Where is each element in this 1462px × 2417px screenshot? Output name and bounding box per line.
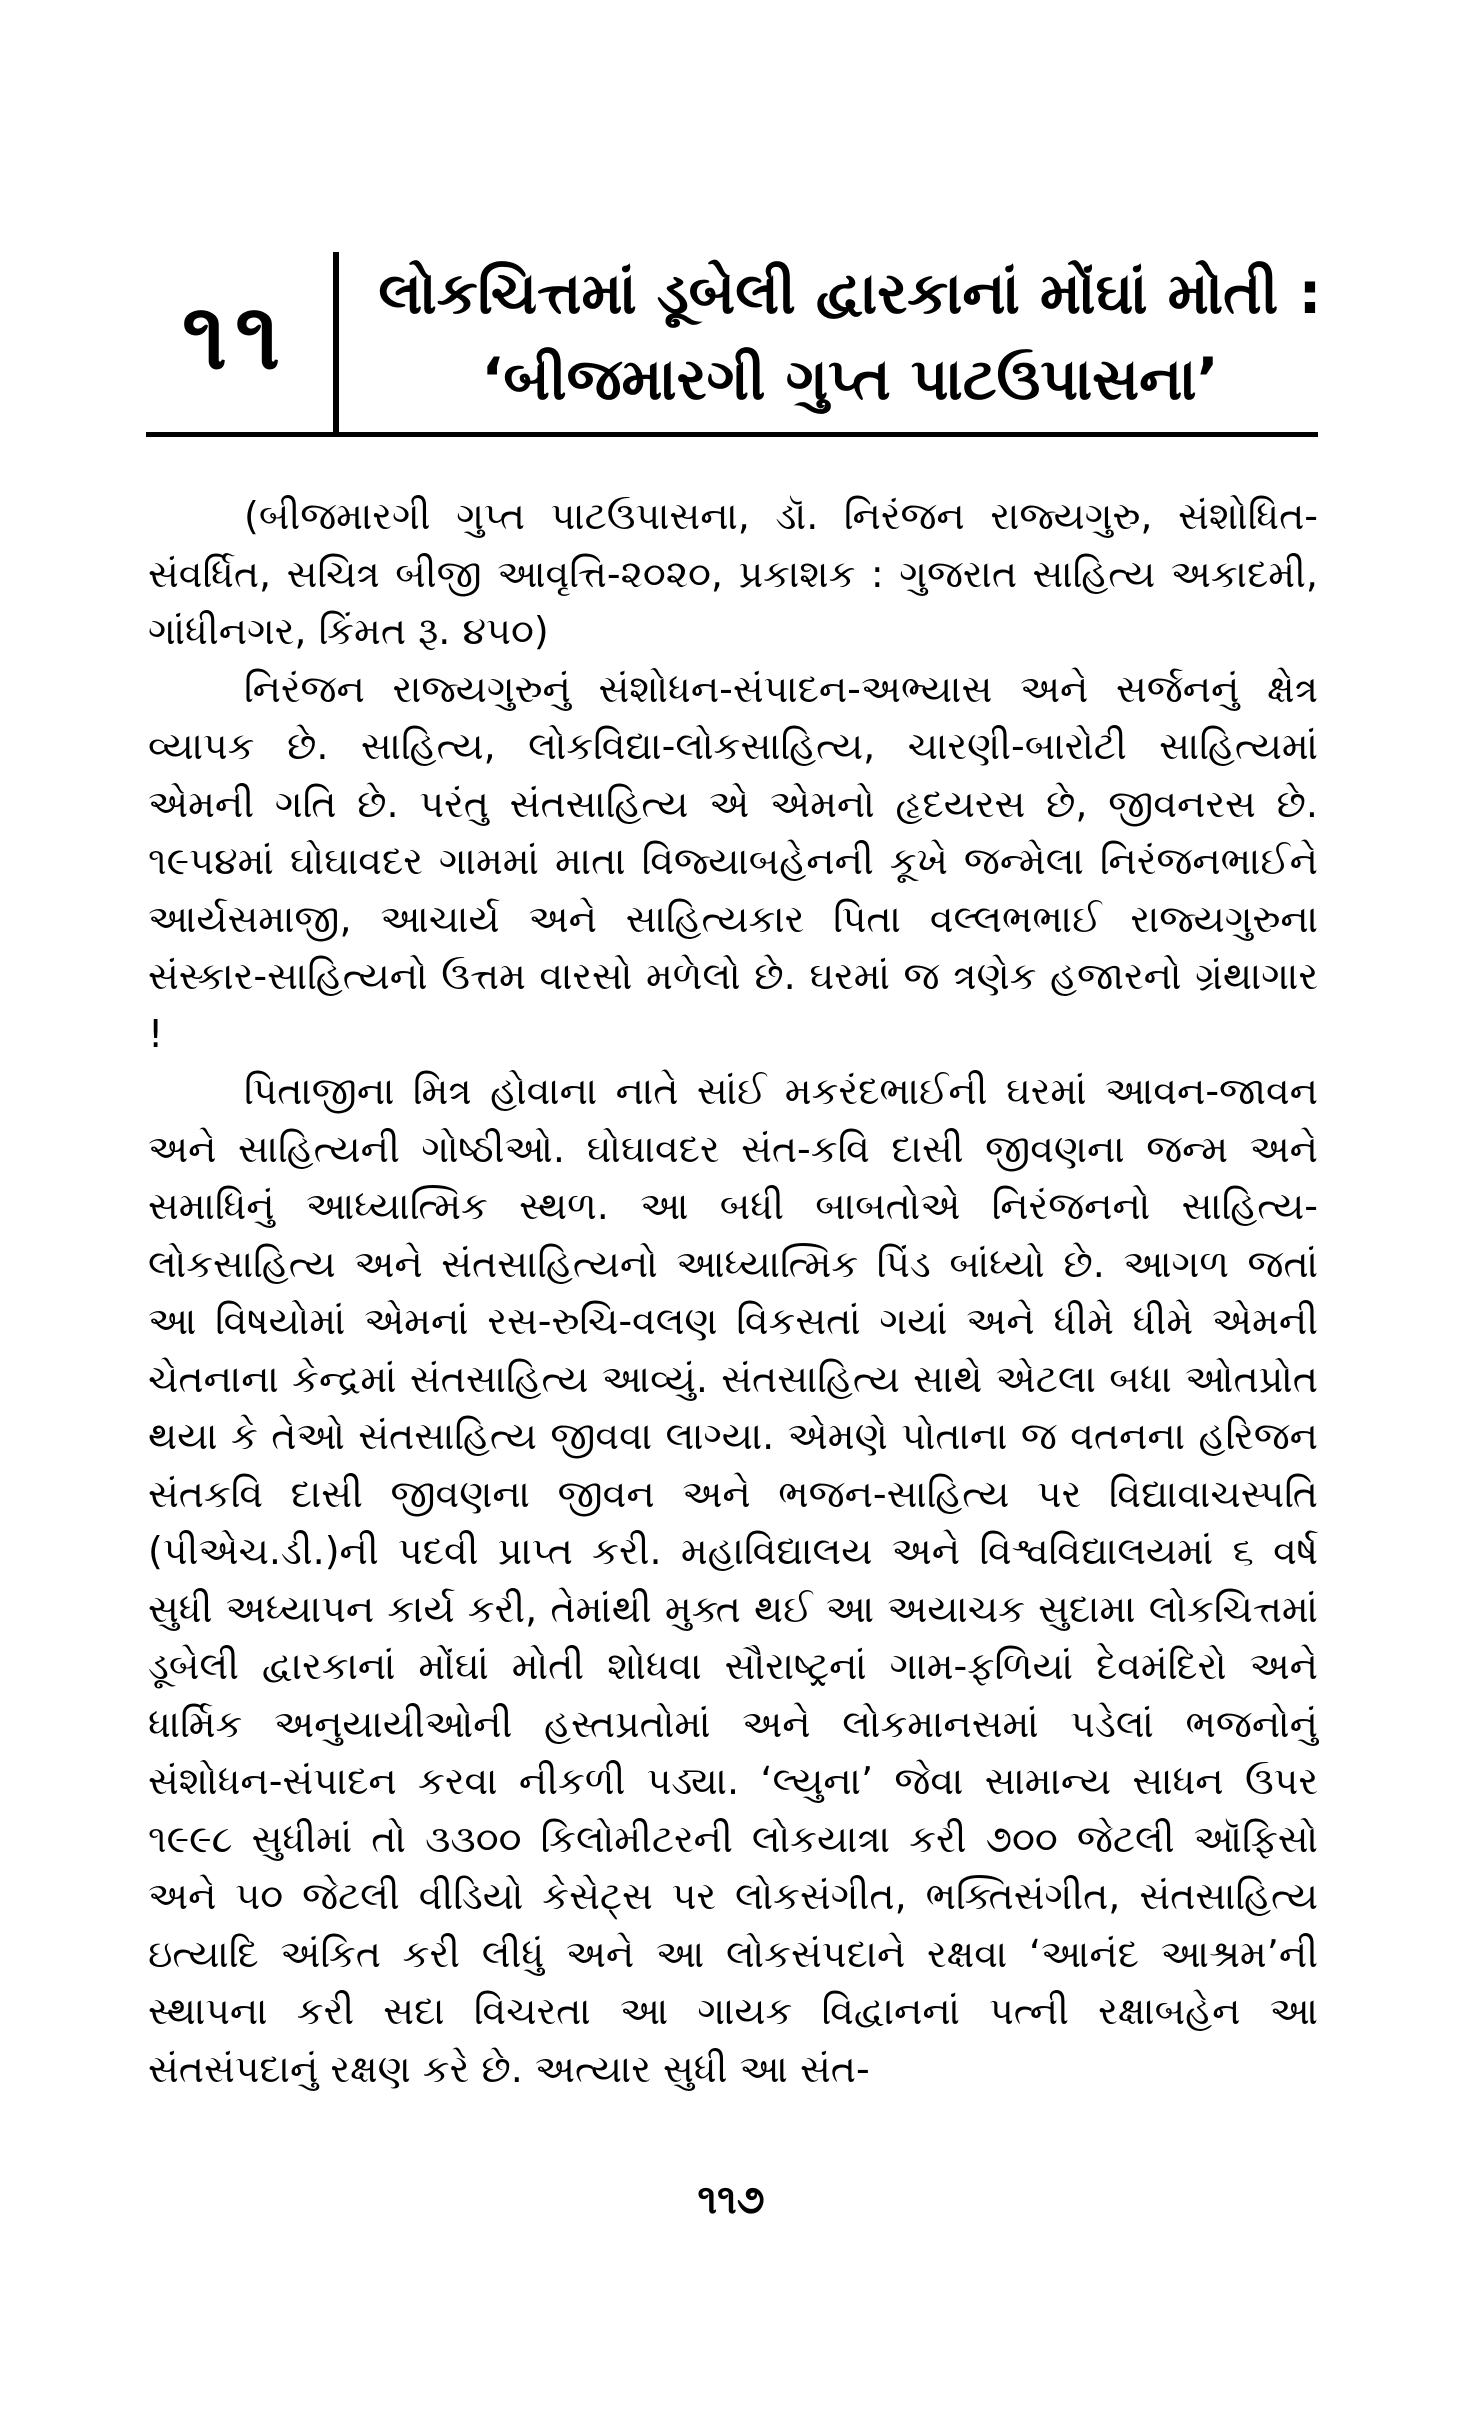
heading-vertical-rule xyxy=(333,252,339,434)
book-reference-paragraph: (બીજમારગી ગુપ્ત પાટઉપાસના, ડૉ. નિરંજન રાજ્યગુરુ, સંશોધિત-સંવર્ધિત, સચિત્ર બીજી આવૃત્તિ-૨૦૨૦, પ્રકાશક : ગુજરાત સાહિત્ય અકાદમી, ગાંધીનગર, કિંમત રૂ. ૪૫૦) xyxy=(148,494,1318,653)
body-paragraph: પિતાજીના મિત્ર હોવાના નાતે સાંઈ મકરંદભાઈની ઘરમાં આવન-જાવન અને સાહિત્યની ગોષ્ઠીઓ. ઘોઘાવદર સંત-કવિ દાસી જીવણના જન્મ અને સમાધિનું આધ્યાત્મિક સ્થળ. આ બધી બાબતોએ નિરંજનનો સાહિત્ય-લોકસાહિત્ય અને સંતસાહિત્યનો આધ્યાત્મિક પિંડ બાંધ્યો છે. આગળ જતાં આ વિષયોમાં એમનાં રસ-રુચિ-વલણ વિકસતાં ગયાં અને ધીમે ધીમે એમની ચેતનાના કેન્દ્રમાં સંતસાહિત્ય આવ્યું. સંતસાહિત્ય સાથે એટલા બધા ઓતપ્રોત થયા કે તેઓ સંતસાહિત્ય જીવવા લાગ્યા. એમણે પોતાના જ વતનના હરિજન સંતકવિ દાસી જીવણના જીવન અને ભજન-સાહિત્ય પર વિદ્યાવાચસ્પતિ (પીએચ.ડી.)ની પદવી પ્રાપ્ત કરી. મહાવિદ્યાલય અને વિશ્વવિદ્યાલયમાં ૬ વર્ષ સુધી અધ્યાપન કાર્ય કરી, તેમાંથી મુક્ત થઈ આ અયાચક સુદામા લોકચિત્તમાં ડૂબેલી દ્વારકાનાં મોંઘાં મોતી શોધવા સૌરાષ્ટ્રનાં ગામ-ફળિયાં દેવમંદિરો અને ધાર્મિક અનુયાયીઓની હસ્તપ્રતોમાં અને લોકમાનસમાં પડેલાં ભજનોનું સંશોધન-સંપાદન કરવા નીકળી પડ્યા. ‘લ્યુના’ જેવા સામાન્ય સાધન ઉપર ૧૯૯૮ સુધીમાં તો ૩૩૦૦ કિલોમીટરની લોકયાત્રા કરી ૭૦૦ જેટલી ઑફિસો અને ૫૦ જેટલી વીડિયો કેસેટ્સ પર લોકસંગીત, ભક્તિસંગીત, સંતસાહિત્ય ઇત્યાદિ અંકિત કરી લીધું અને આ લોકસંપદાને રક્ષવા ‘આનંદ આશ્રમ’ની સ્થાપના કરી સદા વિચરતા આ ગાયક વિદ્વાનનાં પત્ની રક્ષાબહેન આ સંતસંપદાનું રક્ષણ કરે છે. અત્યાર સુધી આ સંત- xyxy=(148,1069,1318,2091)
chapter-title xyxy=(350,250,1350,422)
chapter-number: ૧૧ xyxy=(181,283,289,390)
chapter-title-line-1: લોકચિત્તમાં ડૂબેલી દ્વારકાનાં મોંઘાં મોતી : xyxy=(378,259,1322,327)
chapter-title-line-2: ‘બીજમારગી ગુપ્ત પાટઉપાસના’ xyxy=(481,345,1219,413)
page-number: ૧૧૭ xyxy=(697,2177,765,2223)
body-text xyxy=(148,488,1318,2098)
heading-horizontal-rule xyxy=(146,432,1318,437)
body-paragraph: નિરંજન રાજ્યગુરુનું સંશોધન-સંપાદન-અભ્યાસ અને સર્જનનું ક્ષેત્ર વ્યાપક છે. સાહિત્ય, લોકવિદ્યા-લોકસાહિત્ય, ચારણી-બારોટી સાહિત્યમાં એમની ગતિ છે. પરંતુ સંતસાહિત્ય એ એમનો હૃદયરસ છે, જીવનરસ છે. ૧૯૫૪માં ઘોઘાવદર ગામમાં માતા વિજ્યાબહેનની કૂખે જન્મેલા નિરંજનભાઈને આર્યસમાજી, આચાર્ય અને સાહિત્યકાર પિતા વલ્લભભાઈ રાજ્યગુરુના સંસ્કાર-સાહિત્યનો ઉત્તમ વારસો મળેલો છે. ઘરમાં જ ત્રણેક હજારનો ગ્રંથાગાર ! xyxy=(148,666,1318,1056)
